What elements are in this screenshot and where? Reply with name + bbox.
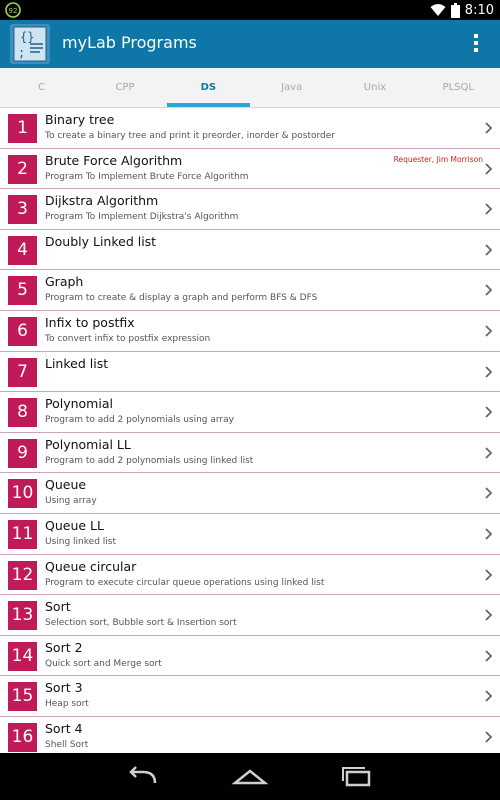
chevron-right-icon (484, 487, 494, 499)
item-title: Queue (45, 477, 87, 493)
chevron-right-icon (484, 528, 494, 540)
list-item[interactable] (0, 311, 500, 352)
tab-cpp[interactable]: CPP (115, 82, 135, 93)
chevron-right-icon (484, 325, 494, 337)
list-item[interactable] (0, 433, 500, 474)
home-icon[interactable] (230, 763, 270, 791)
item-number: 16 (8, 723, 37, 752)
list-item[interactable] (0, 555, 500, 596)
list-item[interactable] (0, 514, 500, 555)
item-title: Binary tree (45, 112, 115, 127)
item-number: 10 (8, 479, 37, 508)
item-title: Infix to postfix (45, 314, 135, 330)
chevron-right-icon (484, 203, 494, 215)
item-subtitle: Program to create & display a graph and perform BFS & DFS (45, 293, 318, 304)
list-item[interactable] (0, 676, 500, 717)
item-number: 6 (8, 317, 37, 346)
item-number: 1 (8, 114, 37, 143)
item-title: Sort 4 (45, 720, 83, 736)
list-item[interactable] (0, 717, 500, 753)
svg-text:{}: {} (20, 30, 35, 44)
overflow-menu-icon[interactable] (472, 34, 480, 56)
chevron-right-icon (484, 244, 494, 256)
item-title: Queue LL (45, 517, 104, 533)
svg-text:;: ; (18, 46, 26, 60)
item-title: Polynomial LL (45, 436, 131, 452)
item-requester-note: Requester, Jim Morrison (393, 154, 483, 164)
chevron-right-icon (484, 406, 494, 418)
tab-java[interactable]: Java (281, 82, 303, 93)
item-subtitle: Program to add 2 polynomials using array (45, 415, 234, 426)
item-number: 9 (8, 439, 37, 468)
item-number: 12 (8, 561, 37, 590)
list-item[interactable] (0, 352, 500, 393)
chevron-right-icon (484, 122, 494, 134)
item-subtitle: Program to execute circular queue operations using linked list (45, 577, 325, 588)
item-title: Brute Force Algorithm (45, 152, 183, 168)
wifi-icon (430, 3, 446, 17)
item-title: Doubly Linked list (45, 233, 157, 249)
tab-c[interactable]: C (38, 82, 46, 93)
program-list (0, 108, 500, 753)
list-item[interactable] (0, 270, 500, 311)
chevron-right-icon (484, 284, 494, 296)
status-bar (0, 0, 500, 20)
g2-icon (5, 2, 21, 18)
item-subtitle: Program to add 2 polynomials using linked list (45, 455, 254, 466)
item-subtitle: Program To Implement Brute Force Algorithm (45, 171, 249, 182)
list-item[interactable] (0, 636, 500, 677)
item-title: Graph (45, 274, 84, 290)
item-subtitle: Selection sort, Bubble sort & Insertion sort (45, 618, 237, 629)
status-time: 8:10 (464, 2, 494, 18)
item-number: 8 (8, 398, 37, 427)
app-logo-icon[interactable] (10, 24, 50, 64)
item-number: 7 (8, 358, 37, 387)
svg-text:92: 92 (8, 7, 18, 15)
chevron-right-icon (484, 609, 494, 621)
list-item[interactable] (0, 189, 500, 230)
tab-bar (0, 68, 500, 108)
chevron-right-icon (484, 650, 494, 662)
navigation-bar (0, 753, 500, 800)
item-subtitle: To create a binary tree and print it preorder, inorder & postorder (45, 131, 335, 141)
chevron-right-icon (484, 731, 494, 743)
chevron-right-icon (484, 690, 494, 702)
item-title: Linked list (45, 355, 109, 371)
chevron-right-icon (484, 447, 494, 459)
item-title: Sort (45, 599, 71, 615)
list-item[interactable] (0, 149, 500, 190)
item-subtitle: Shell Sort (45, 739, 89, 750)
tab-unix[interactable]: Unix (363, 82, 387, 93)
list-item[interactable] (0, 392, 500, 433)
item-number: 14 (8, 642, 37, 671)
chevron-right-icon (484, 163, 494, 175)
item-number: 11 (8, 520, 37, 549)
battery-icon (451, 3, 460, 18)
app-title: myLab Programs (62, 33, 197, 52)
item-subtitle: Quick sort and Merge sort (45, 658, 162, 669)
item-number: 3 (8, 195, 37, 224)
recents-icon[interactable] (337, 763, 377, 791)
item-title: Sort 3 (45, 680, 83, 696)
item-subtitle: To convert infix to postfix expression (45, 333, 211, 344)
tab-ds[interactable]: DS (167, 68, 250, 107)
list-item[interactable] (0, 230, 500, 271)
item-title: Sort 2 (45, 639, 83, 655)
item-number: 2 (8, 155, 37, 184)
item-number: 13 (8, 601, 37, 630)
item-subtitle: Using linked list (45, 536, 116, 547)
item-number: 15 (8, 682, 37, 711)
item-title: Dijkstra Algorithm (45, 193, 159, 209)
item-subtitle: Using array (45, 496, 97, 507)
action-bar (0, 20, 500, 68)
list-item[interactable] (0, 595, 500, 636)
item-number: 5 (8, 276, 37, 305)
item-title: Polynomial (45, 396, 113, 412)
list-item[interactable] (0, 473, 500, 514)
item-subtitle: Heap sort (45, 699, 89, 710)
item-title: Queue circular (45, 558, 137, 574)
chevron-right-icon (484, 569, 494, 581)
list-item[interactable] (0, 108, 500, 149)
tab-plsql[interactable]: PLSQL (442, 82, 474, 93)
chevron-right-icon (484, 366, 494, 378)
item-subtitle: Program To Implement Dijkstra's Algorithm (45, 212, 239, 223)
back-icon[interactable] (123, 763, 163, 791)
item-number: 4 (8, 236, 37, 265)
